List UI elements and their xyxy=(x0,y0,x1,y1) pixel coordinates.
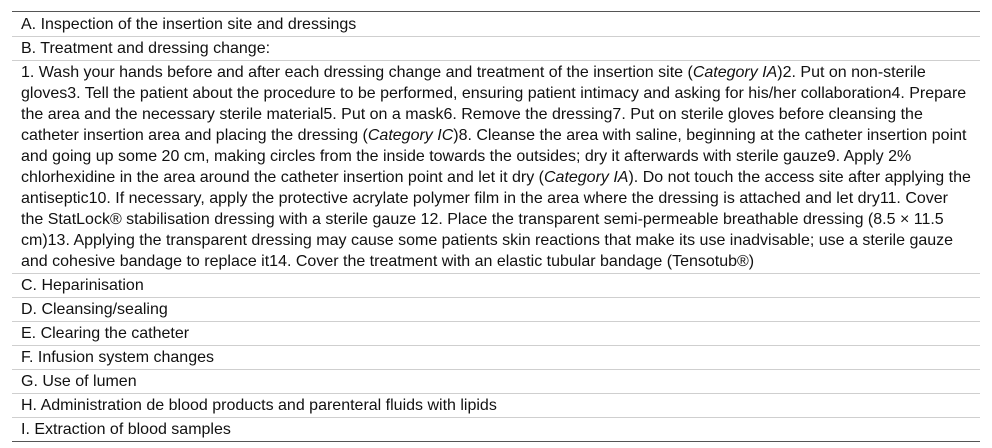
row-b-text: B. Treatment and dressing change: xyxy=(21,40,271,57)
row-d-text: D. Cleansing/sealing xyxy=(21,301,168,318)
row-c-text: C. Heparinisation xyxy=(21,277,144,294)
table-row xyxy=(12,418,980,441)
category-label: Category IA xyxy=(543,169,629,186)
row-a-text: A. Inspection of the insertion site and dressings xyxy=(21,16,357,33)
table-row xyxy=(12,394,980,418)
category-label: Category IC xyxy=(367,127,454,144)
steps-text-1: 1. Wash your hands before and after each dressing change and treatment of the insertion site ( xyxy=(21,64,693,81)
steps-text-4: ). Do not touch the access site after applying the antiseptic10. If necessary, apply the protective acrylate polymer film in the area where the dressing is attached and let dry11. Cover the StatLock® stabilisation dressing with a sterile gauze 12. Place the transparent semi-permeable breathable dressing (8.5 × 11.5 cm)13. Applying the transparent dressing may cause some patients skin reactions that make its use inadvisable; use a sterile gauze and cohesive bandage to replace it14. Cover the treatment with an elastic tubular bandage (Tensotub®) xyxy=(21,169,971,270)
table-row xyxy=(12,61,980,274)
category-label: Category IA xyxy=(692,64,778,81)
table-row xyxy=(12,274,980,298)
table-row xyxy=(12,322,980,346)
row-e-text: E. Clearing the catheter xyxy=(21,325,190,342)
table-row xyxy=(12,370,980,394)
table-row xyxy=(12,12,980,37)
row-i-text: I. Extraction of blood samples xyxy=(21,421,231,438)
steps-paragraph xyxy=(21,61,972,273)
row-h-text: H. Administration de blood products and parenteral fluids with lipids xyxy=(21,397,497,414)
table-row xyxy=(12,298,980,322)
row-g-text: G. Use of lumen xyxy=(21,373,137,390)
table-row xyxy=(12,37,980,61)
table-row xyxy=(12,346,980,370)
row-f-text: F. Infusion system changes xyxy=(21,349,214,366)
steps-text-2: )2. Put on non-sterile gloves3. Tell the patient about the procedure to be performed, ensuring patient intimacy and asking for his/her collaboration4. Prepare the area and the necessary sterile material5. Put on a mask6. Remove the dressing7. Put on sterile gloves before cleansing the catheter insertion area and placing the dressing ( xyxy=(21,64,967,144)
procedure-table xyxy=(12,11,980,442)
steps-text-3: )8. Cleanse the area with saline, beginning at the catheter insertion point and going up some 20 cm, making circles from the inside towards the outsides; dry it afterwards with sterile gauze9. Apply 2% chlorhexidine in the area around the catheter insertion point and let it dry ( xyxy=(21,127,967,186)
